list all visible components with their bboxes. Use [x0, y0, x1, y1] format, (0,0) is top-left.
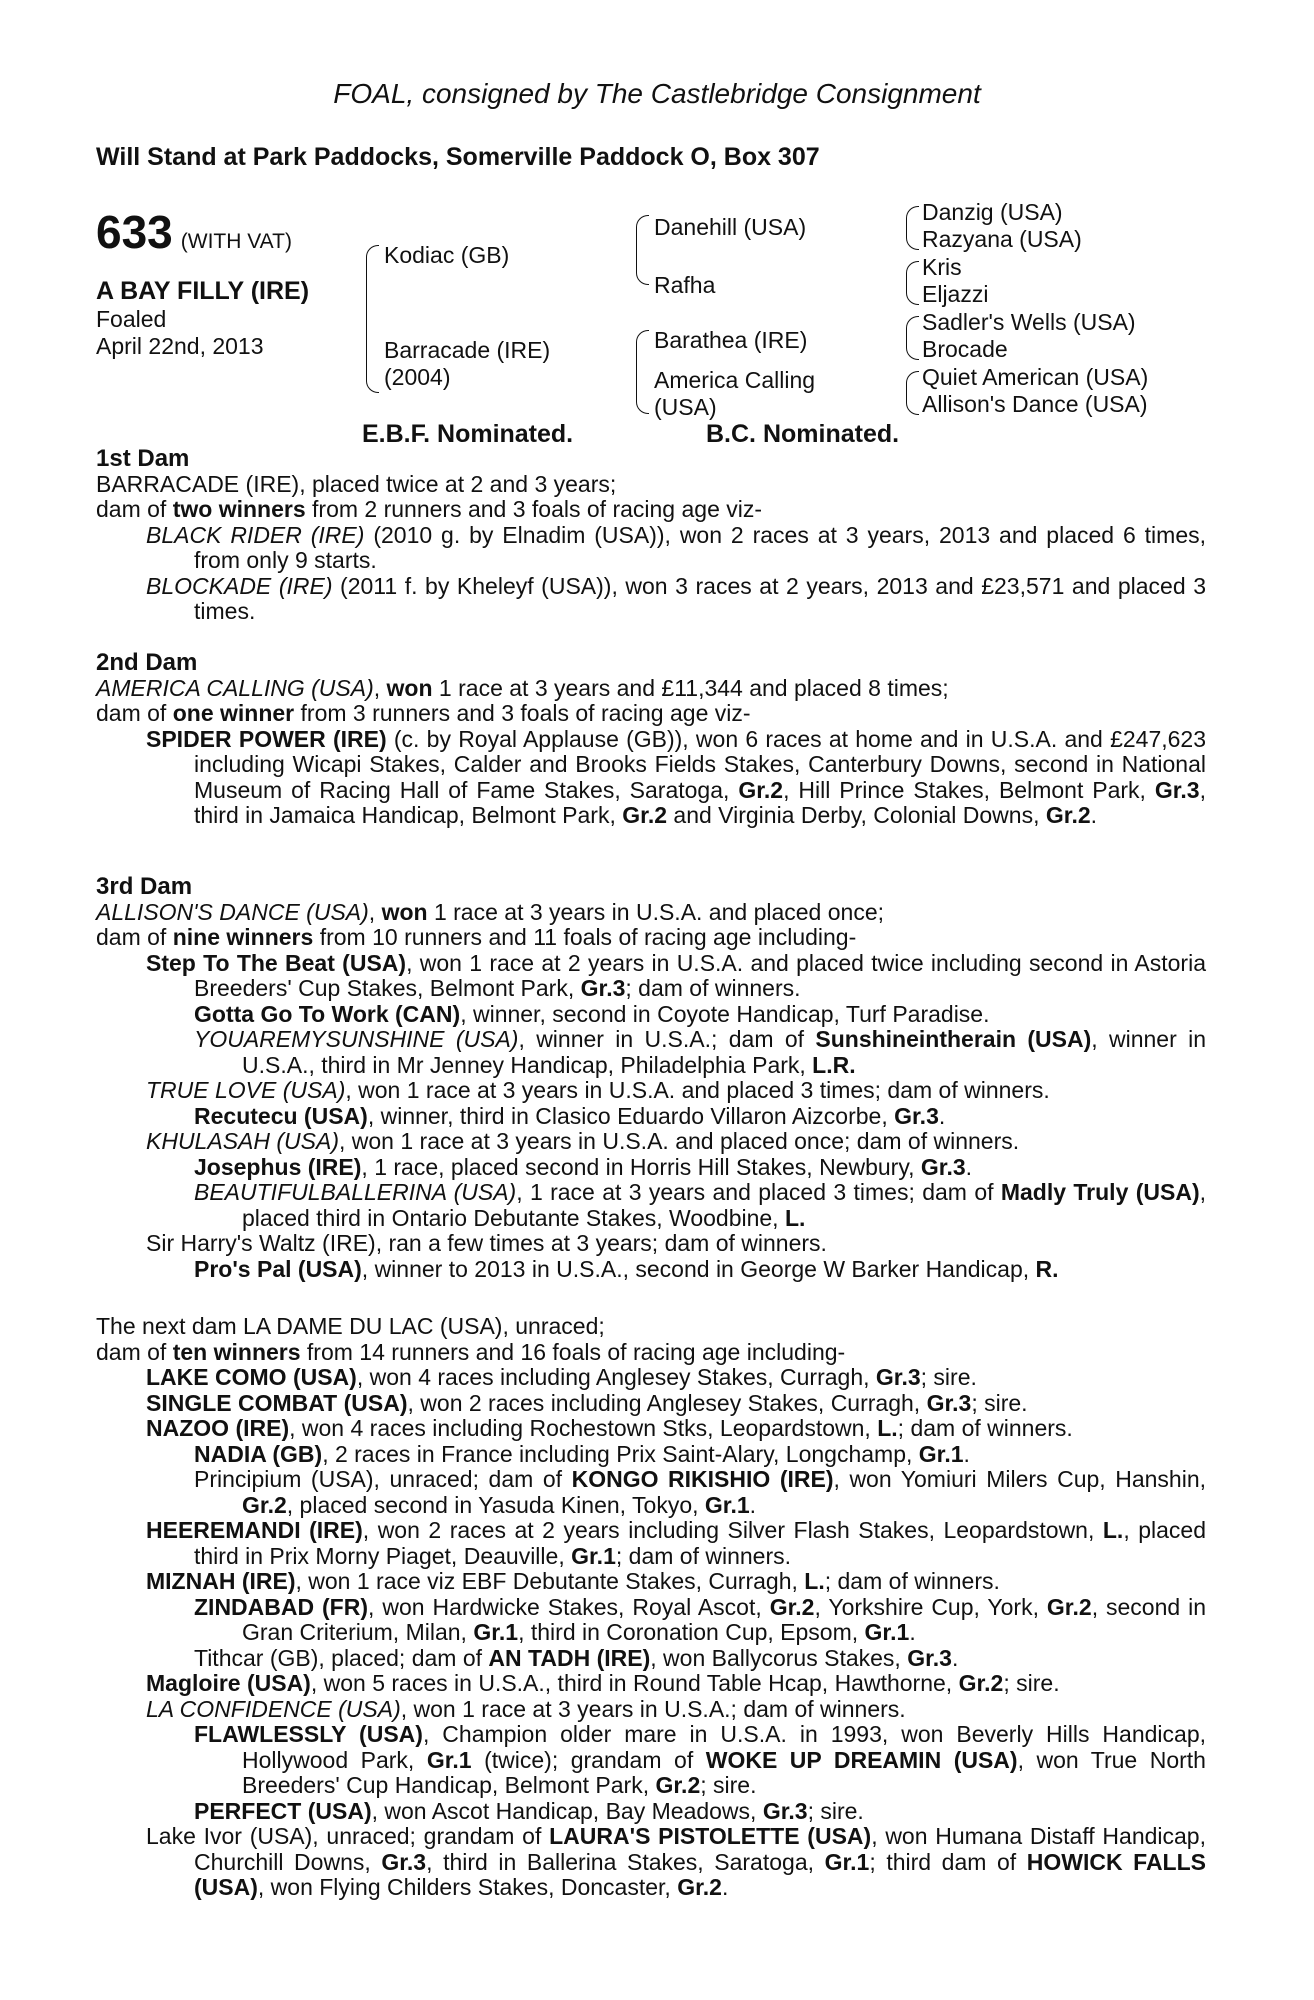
dam-sire: Barathea (IRE)	[654, 327, 808, 353]
first-dam-heading: 1st Dam	[96, 445, 190, 472]
produce-la-confidence: LA CONFIDENCE (USA), won 1 race at 3 years in U.S.A.; dam of winners.	[146, 1695, 906, 1722]
ped-dds: Quiet American (USA)	[922, 364, 1149, 390]
third-dam-line: ALLISON'S DANCE (USA), won 1 race at 3 years in U.S.A. and placed once;	[96, 898, 885, 925]
ped-sds: Kris	[922, 254, 962, 280]
brace-sire	[636, 215, 649, 285]
ped-ddd: Allison's Dance (USA)	[922, 391, 1148, 417]
ped-dsd: Brocade	[922, 336, 1008, 362]
bc-nominated: B.C. Nominated.	[706, 420, 900, 448]
produce-miznah: MIZNAH (IRE), won 1 race viz EBF Debutante Stakes, Curragh, L.; dam of winners.	[146, 1568, 1000, 1594]
produce-nadia: NADIA (GB), 2 races in France including Prix Saint-Alary, Longchamp, Gr.1.	[194, 1440, 970, 1467]
lot-number: 633	[96, 206, 173, 258]
ped-sdd: Eljazzi	[922, 281, 989, 307]
vat-note: (WITH VAT)	[180, 230, 292, 253]
next-dam-section	[96, 1314, 1206, 1901]
brace-3a	[906, 206, 919, 250]
dam-dam-line1: America Calling	[654, 367, 816, 393]
sire-name: Kodiac (GB)	[384, 242, 510, 268]
produce-tithcar: Tithcar (GB), placed; dam of AN TADH (IRE), won Ballycorus Stakes, Gr.3.	[194, 1644, 959, 1671]
produce-blockade: BLOCKADE (IRE) (2011 f. by Kheleyf (USA)), won 3 races at 2 years, 2013 and £23,571 and placed 3 times.	[146, 572, 1206, 624]
first-dam-section	[96, 446, 1206, 625]
consignor-title: FOAL, consigned by The Castlebridge Consignment	[333, 78, 981, 109]
brace-dam	[636, 330, 649, 414]
produce-pros-pal: Pro's Pal (USA), winner to 2013 in U.S.A., second in George W Barker Handicap, R.	[194, 1255, 1059, 1282]
brace-gen1	[366, 245, 379, 393]
second-dam-heading: 2nd Dam	[96, 649, 198, 676]
lot-description: A BAY FILLY (IRE)	[96, 277, 310, 305]
sire-sire: Danehill (USA)	[654, 214, 807, 240]
produce-true-love: TRUE LOVE (USA), won 1 race at 3 years in U.S.A. and placed 3 times; dam of winners.	[146, 1077, 1050, 1103]
foaling-date: April 22nd, 2013	[96, 333, 264, 359]
stand-location: Will Stand at Park Paddocks, Somerville Paddock O, Box 307	[96, 143, 820, 171]
third-dam-section	[96, 874, 1206, 1282]
produce-flawlessly: FLAWLESSLY (USA), Champion older mare in U.S.A. in 1993, won Beverly Hills Handicap, Hollywood Park, Gr.1 (twice); grandam of WOKE UP DREAMIN (USA), won True North Breeders' Cup Handicap, Belmont Park, Gr.2; sire.	[194, 1721, 1207, 1798]
second-dam-produce-summary: dam of one winner from 3 runners and 3 foals of racing age viz-	[96, 700, 751, 726]
sire-dam: Rafha	[654, 272, 716, 298]
brace-3c	[906, 316, 919, 360]
produce-perfect: PERFECT (USA), won Ascot Handicap, Bay Meadows, Gr.3; sire.	[194, 1797, 864, 1824]
dam-dam-line2: (USA)	[654, 394, 717, 420]
ped-ssd: Razyana (USA)	[922, 226, 1082, 252]
produce-black-rider: BLACK RIDER (IRE) (2010 g. by Elnadim (USA)), won 2 races at 3 years, 2013 and placed 6 times, from only 9 starts.	[146, 521, 1206, 573]
produce-lake-como: LAKE COMO (USA), won 4 races including Anglesey Stakes, Curragh, Gr.3; sire.	[146, 1364, 977, 1390]
produce-sir-harrys-waltz: Sir Harry's Waltz (IRE), ran a few times at 3 years; dam of winners.	[146, 1230, 827, 1256]
ped-sss: Danzig (USA)	[922, 199, 1063, 225]
first-dam-produce-summary: dam of two winners from 2 runners and 3 foals of racing age viz-	[96, 496, 763, 522]
third-dam-heading: 3rd Dam	[96, 873, 193, 900]
produce-josephus: Josephus (IRE), 1 race, placed second in Horris Hill Stakes, Newbury, Gr.3.	[194, 1153, 973, 1180]
dam-year: (2004)	[384, 364, 451, 390]
first-dam-line: BARRACADE (IRE), placed twice at 2 and 3 years;	[96, 470, 617, 497]
produce-magloire: Magloire (USA), won 5 races in U.S.A., third in Round Table Hcap, Hawthorne, Gr.2; sire.	[146, 1670, 1060, 1696]
ped-dss: Sadler's Wells (USA)	[922, 309, 1136, 335]
produce-zindabad: ZINDABAD (FR), won Hardwicke Stakes, Royal Ascot, Gr.2, Yorkshire Cup, York, Gr.2, second in Gran Criterium, Milan, Gr.1, third in Coronation Cup, Epsom, Gr.1.	[194, 1593, 1207, 1645]
produce-youaremysunshine: YOUAREMYSUNSHINE (USA), winner in U.S.A.; dam of Sunshineintherain (USA), winner in U.S.A., third in Mr Jenney Handicap, Philadelphia Park, L.R.	[194, 1026, 1207, 1078]
produce-principium: Principium (USA), unraced; dam of KONGO RIKISHIO (IRE), won Yomiuri Milers Cup, Hanshin, Gr.2, placed second in Yasuda Kinen, Tokyo, Gr.1.	[194, 1466, 1206, 1518]
next-dam-produce-summary: dam of ten winners from 14 runners and 16 foals of racing age including-	[96, 1338, 846, 1365]
produce-khulasah: KHULASAH (USA), won 1 race at 3 years in U.S.A. and placed once; dam of winners.	[146, 1128, 1020, 1154]
third-dam-produce-summary: dam of nine winners from 10 runners and 11 foals of racing age including-	[96, 924, 857, 950]
ebf-nominated: E.B.F. Nominated.	[362, 420, 574, 448]
foaled-label: Foaled	[96, 306, 167, 332]
brace-3d	[906, 371, 919, 415]
second-dam-line: AMERICA CALLING (USA), won 1 race at 3 years and £11,344 and placed 8 times;	[96, 674, 949, 701]
dam-name: Barracade (IRE)	[384, 337, 551, 363]
produce-heeremandi: HEEREMANDI (IRE), won 2 races at 2 years including Silver Flash Stakes, Leopardstown, L., placed third in Prix Morny Piaget, Deauville, Gr.1; dam of winners.	[146, 1517, 1207, 1569]
produce-beautifulballerina: BEAUTIFULBALLERINA (USA), 1 race at 3 years and placed 3 times; dam of Madly Truly (USA), placed third in Ontario Debutante Stakes, Woodbine, L.	[194, 1179, 1206, 1231]
produce-lake-ivor: Lake Ivor (USA), unraced; grandam of LAURA'S PISTOLETTE (USA), won Humana Distaff Handicap, Churchill Downs, Gr.3, third in Ballerina Stakes, Saratoga, Gr.1; third dam of HOWICK FALLS (USA), won Flying Childers Stakes, Doncaster, Gr.2.	[146, 1823, 1206, 1900]
produce-nazoo: NAZOO (IRE), won 4 races including Rochestown Stks, Leopardstown, L.; dam of winners.	[146, 1415, 1073, 1441]
produce-gotta-go-to-work: Gotta Go To Work (CAN), winner, second in Coyote Handicap, Turf Paradise.	[194, 1000, 990, 1027]
produce-recutecu: Recutecu (USA), winner, third in Clasico Eduardo Villaron Aizcorbe, Gr.3.	[194, 1102, 946, 1129]
produce-single-combat: SINGLE COMBAT (USA), won 2 races including Anglesey Stakes, Curragh, Gr.3; sire.	[146, 1389, 1028, 1416]
second-dam-section	[96, 650, 1206, 829]
brace-3b	[906, 261, 919, 305]
next-dam-line: The next dam LA DAME DU LAC (USA), unraced;	[96, 1313, 605, 1339]
produce-step-to-the-beat: Step To The Beat (USA), won 1 race at 2 years in U.S.A. and placed twice including second in Astoria Breeders' Cup Stakes, Belmont Park, Gr.3; dam of winners.	[146, 949, 1206, 1001]
lot-block	[96, 205, 386, 360]
produce-spider-power: SPIDER POWER (IRE) (c. by Royal Applause (GB)), won 6 races at home and in U.S.A. and £247,623 including Wicapi Stakes, Calder and Brooks Fields Stakes, Canterbury Downs, second in National Museum of Racing Hall of Fame Stakes, Saratoga, Gr.2, Hill Prince Stakes, Belmont Park, Gr.3, third in Jamaica Handicap, Belmont Park, Gr.2 and Virginia Derby, Colonial Downs, Gr.2.	[146, 725, 1207, 828]
